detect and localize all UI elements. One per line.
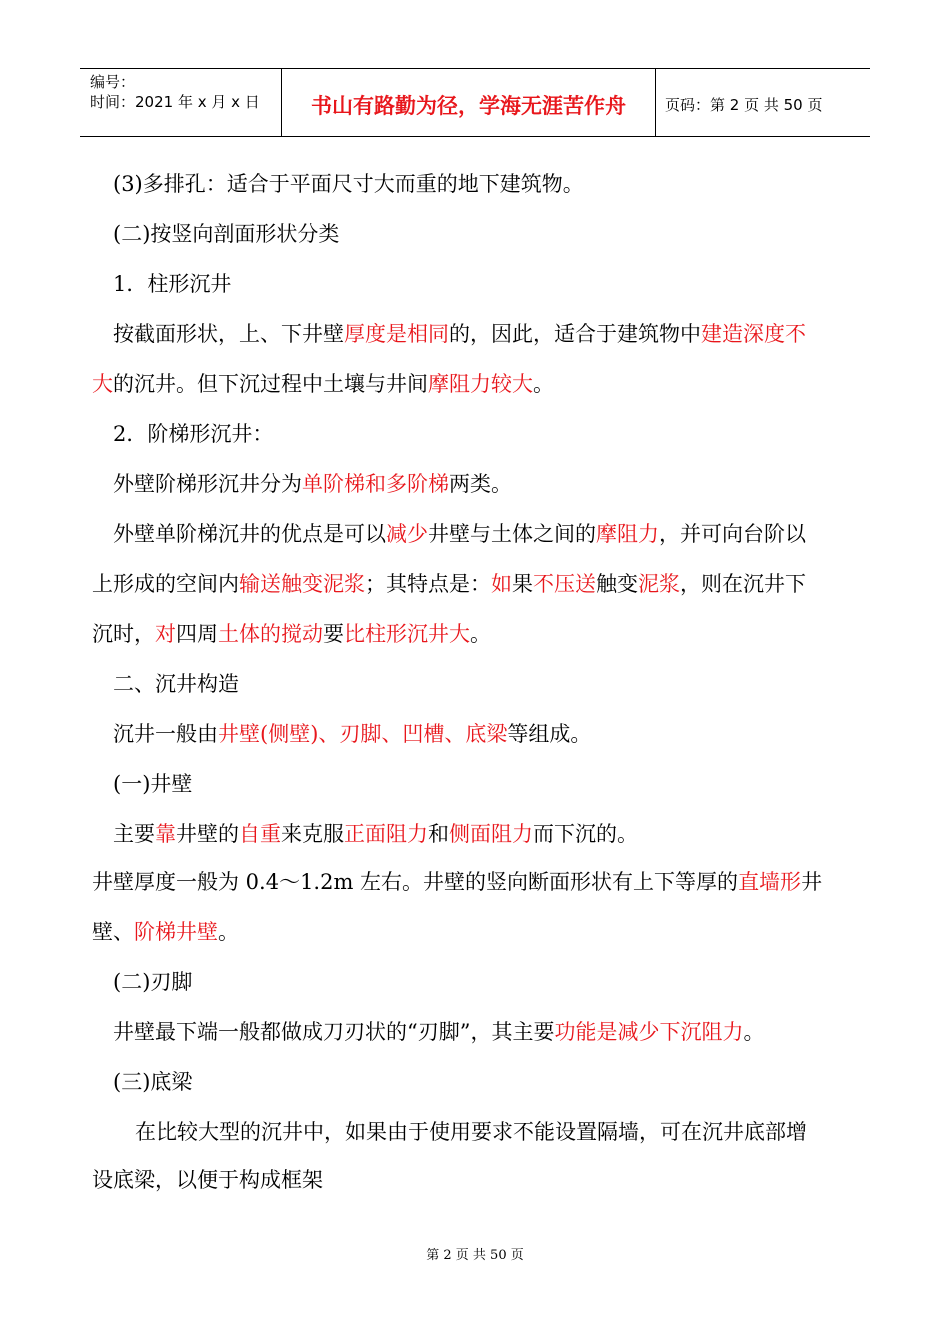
motto: 书山有路勤为径，学海无涯苦作舟 — [311, 94, 626, 118]
document-header — [80, 68, 870, 137]
heading-well-wall: (一)井壁 — [113, 772, 193, 796]
section-heading-caisson-structure: 二、沉井构造 — [113, 672, 239, 696]
paragraph-line: 主要靠井壁的自重来克服正面阻力和侧面阻力而下沉的。 — [113, 822, 638, 846]
heading-stepped-caisson: 2．阶梯形沉井： — [113, 422, 274, 446]
heading-cutting-edge: (二)刃脚 — [113, 970, 193, 994]
header-motto-cell — [281, 69, 656, 136]
heading-column-caisson: 1．柱形沉井 — [113, 272, 232, 296]
paragraph-line: 外壁单阶梯沉井的优点是可以减少井壁与土体之间的摩阻力，并可向台阶以 — [113, 522, 806, 546]
paragraph-line: 上形成的空间内输送触变泥浆；其特点是：如果不压送触变泥浆，则在沉井下 — [92, 572, 806, 596]
paragraph-line: 沉时，对四周土体的搅动要比柱形沉井大。 — [92, 622, 491, 646]
paragraph-line: 在比较大型的沉井中，如果由于使用要求不能设置隔墙，可在沉井底部增 — [135, 1120, 807, 1144]
header-meta-cell — [80, 69, 280, 136]
paragraph-line: 设底梁，以便于构成框架 — [92, 1168, 323, 1192]
section-heading-vertical-profile: (二)按竖向剖面形状分类 — [113, 222, 340, 246]
paragraph-line: 外壁阶梯形沉井分为单阶梯和多阶梯两类。 — [113, 472, 512, 496]
time-label: 时间：2021 年 x 月 x 日 — [90, 93, 260, 111]
paragraph-line: 沉井一般由井壁(侧壁)、刃脚、凹槽、底梁等组成。 — [113, 722, 592, 746]
paragraph-line: 壁、阶梯井壁。 — [92, 920, 239, 944]
paragraph-line: 按截面形状，上、下井壁厚度是相同的，因此，适合于建筑物中建造深度不 — [113, 322, 806, 346]
paragraph-line: 井壁厚度一般为 0.4～1.2m 左右。井壁的竖向断面形状有上下等厚的直墙形井 — [92, 870, 823, 894]
paragraph-line: 大的沉井。但下沉过程中土壤与井间摩阻力较大。 — [92, 372, 554, 396]
code-label: 编号： — [90, 73, 136, 91]
heading-bottom-beam: (三)底梁 — [113, 1070, 193, 1094]
paragraph-line: 井壁最下端一般都做成刀刃状的“刃脚”，其主要功能是减少下沉阻力。 — [113, 1020, 765, 1044]
paragraph-multi-row-holes: (3)多排孔：适合于平面尺寸大而重的地下建筑物。 — [113, 172, 584, 196]
header-page-cell — [655, 69, 870, 136]
page-info: 页码：第 2 页 共 50 页 — [665, 96, 823, 114]
page-footer: 第 2 页 共 50 页 — [426, 1248, 524, 1263]
